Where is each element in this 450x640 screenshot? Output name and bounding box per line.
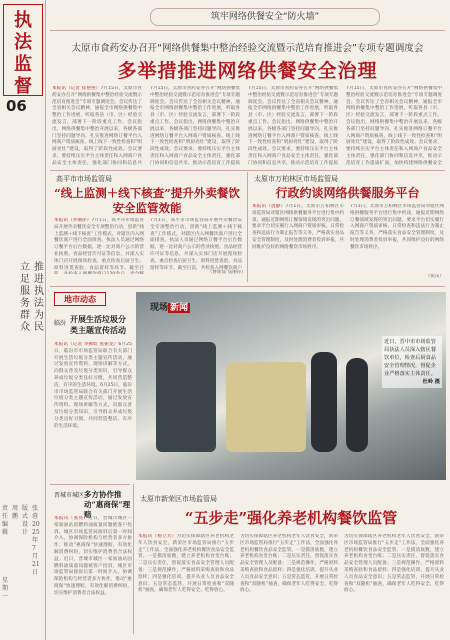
gaoping-headline: “线上监测＋线下核查”提升外卖餐饮安全监管效能 xyxy=(54,186,240,215)
lead-text-4: 7月15日，太原市食药安办召开“网络供餐集中整治经验交流暨示范培育推进会”专项专题调度会。会议传达了全省相关会议精神，通报全市网络供餐集中整治工作进展，听取各县（市、区）经验交流发言，部署下一阶段重点工作。会议指出，网络供餐集中整治开展以来，各级各部门坚持问题导向，扎实推进网络订餐平台入网商户资质核查、线上线下一致性检查和“明厨亮灶”建设，取得了阶段性成效。会议要求，要持续压实平台主体责任和入网商户食品安全主体责任，强化部门协同和信息共享，推动示范培育工作提质扩面，加快构建网络供餐安全 xyxy=(346,86,442,166)
photo-officer xyxy=(346,358,368,452)
xinrong-headline: “五步走”强化养老机构餐饮监管 xyxy=(184,509,398,527)
brief-label: 地市动态 xyxy=(54,292,106,306)
lead-text-3: 7月15日，太原市食药安办召开“网络供餐集中整治经验交流暨示范培育推进会”专项专题调度会。会议传达了全省相关会议精神，通报全市网络供餐集中整治工作进展，听取各县（市、区）经验交流发言，部署下一阶段重点工作。会议指出，网络供餐集中整治开展以来，各级各部门坚持问题导向，扎实推进网络订餐平台入网商户资质核查、线上线下一致性检查和“明厨亮灶”建设，取得了阶段性成效。会议要求，要持续压实平台主体责任和入网商户食品安全主体责任，强化部门协同和信息共享，推动示范培育工作提质 xyxy=(248,86,338,166)
gaoping-body-col-2 xyxy=(150,218,242,270)
page-footer xyxy=(2,505,42,601)
brief2-text-repeat: 近日，晋城市城区一家加油站因燃料油质量问题被客户投诉，城区市场监管局接诉后第一时间介入，协调保险机构与经营者多方协作，推动“惠商保”快速理赔，有效化解消费纠纷，切实维护消费者合法权益。 xyxy=(54,556,132,596)
brief-byline: 本报讯（记者 李佛虹 张振龙） xyxy=(54,342,119,347)
footer-designer: 张蓉 xyxy=(32,505,39,520)
gaoping-text: 7月1日，高平市市场监管局开展外卖餐饮安全专项整治行动，创新“线上监测＋线下核查”工作模式，对辖区内入网餐饮商户进行全面排查。执法人员通过网络订餐平台后台数据，逐一比对商户公示的营业执照、食品经营许可证等信息，并深入实体门店开展现场检查，重点检查后厨卫生、原料进货查验、食品留样等环节。截至目 xyxy=(54,218,144,271)
wanbailin-byline: 本报讯（唐静） xyxy=(252,204,286,209)
page-number: 06 xyxy=(6,97,27,115)
section-sidebar xyxy=(0,0,46,640)
column-divider xyxy=(247,172,248,282)
photo-caption-text: 近日，晋中市市场监管局执法人员深入辖区餐饮单位，检查后厨食品安全管理情况，督促企业严格落实主体责任。 xyxy=(384,339,436,377)
lead-text: 7月15日，太原市食药安办召开“网络供餐集中整治经验交流暨示范培育推进会”专项专题调度会。会议传达了全省相关会议精神，通报全市网络供餐集中整治工作进展，听取各县（市、区）经验交流发言，部署下一阶段重点工作。会议指出，网络供餐集中整治开展以来，各级各部门坚持问题导向，扎实推进网络订餐平台入网商户资质核查、线上线下一致性检查和“明厨亮灶”建设，取得了阶段性成效。会议要求，要持续压实平台主体责任和入网商户食品安全主体责任，强化部门协同和信息共 xyxy=(52,86,142,166)
gaoping-text-2: 7月1日，高平市市场监管局开展外卖餐饮安全专项整治行动，创新“线上监测＋线下核查”工作模式，对辖区内入网餐饮商户进行全面排查。执法人员通过网络订餐平台后台数据，逐一比对商户公示的营业执照、食品经营许可证等信息，并深入实体门店开展现场检查，重点检查后厨卫生、原料进货查验、食品留样等环节。截至目前，共检查入网餐饮商户 xyxy=(150,218,242,270)
photo-equipment xyxy=(226,362,306,452)
brief2-text: 近日，晋城市城区一家加油站因燃料油质量问题被客户投诉，城区市场监管局接诉后第一时间介入，协调保险机构与经营者多方协作，推动“惠商保”快速理赔，有效化解消费纠纷，切实维护消费者合法权益。 xyxy=(54,516,132,562)
lead-body-col-3 xyxy=(248,86,338,166)
lead-body-col-4 xyxy=(346,86,442,166)
section-name: 执法监督 xyxy=(14,10,32,97)
brief2-body xyxy=(54,516,132,636)
slogan-line-2: 推进执法为民 xyxy=(34,262,44,333)
wanbailin-kicker: 太原市万柏林区市场监管局 xyxy=(254,175,338,183)
xinrong-body-col-1 xyxy=(138,534,234,636)
photo-fuel-dispenser xyxy=(156,342,216,452)
lead-text-2: 7月15日，太原市食药安办召开“网络供餐集中整治经验交流暨示范培育推进会”专项专题调度会。会议传达了全省相关会议精神，通报全市网络供餐集中整治工作进展，听取各县（市、区）经验交流发言，部署下一阶段重点工作。会议指出，网络供餐集中整治开展以来，各级各部门坚持问题导向，扎实推进网络订餐平台入网商户资质核查、线上线下一致性检查和“明厨亮灶”建设，取得了阶段性成效。会议要求，要持续压实平台主体责任和入网商户食品安全主体责任，强化部门协同和信息共享，推动示范培育工作提质 xyxy=(150,86,240,166)
photo-officer xyxy=(311,352,337,452)
lead-byline: 本报讯（记者 崔艳艳） xyxy=(52,86,101,91)
footer-design-label: 版式设计 xyxy=(22,505,29,536)
xinrong-text-3: 为切实保障辖区养老机构老年人饮食安全，新荣区市场监管局推行“五步走”工作法，全面强化养老机构餐饮食品安全监管。一是摸清底数，建立养老机构食堂台账；二是压实责任，督促落实食品安全管理人员配备；三是规范操作，严格原料采购查验和食品留样；四是强化培训，提升从业人员食品安全意识；五是常态监管，开展日常检查和“双随机”抽查，确保老年人吃得安全、吃得放心。 xyxy=(344,534,444,594)
column-banner: 筑牢网络供餐安全“防火墙” xyxy=(150,8,380,26)
brief-text: 6月25日，临汾市市场监管局联合有关部门开展生活垃圾分类主题宣传活动，通过发放宣传资料、现场讲解等方式，向群众普及垃圾分类知识，引导群众养成垃圾分类良好习惯，共同营造整洁、有序的生活环境。 xyxy=(54,342,132,388)
footer-weekday: 星期一 xyxy=(2,577,9,600)
xinrong-byline: 本报讯（杨立芳） xyxy=(138,534,177,539)
photo-brand xyxy=(150,300,190,313)
footer-editor: 周鹏 xyxy=(12,505,19,520)
brief-headline: 开展生活垃圾分类主题宣传活动 xyxy=(70,314,126,335)
divider xyxy=(50,286,445,287)
divider xyxy=(50,170,445,171)
xinrong-kicker: 太原市新荣区市场监管局 xyxy=(140,495,217,503)
photo-brand-a: 现场 xyxy=(150,303,169,313)
xinrong-body-col-3 xyxy=(344,534,444,636)
lead-kicker: 太原市食药安办召开“网络供餐集中整治经验交流暨示范培育推进会”专项专题调度会 xyxy=(71,43,424,54)
xinrong-text-2: 为切实保障辖区养老机构老年人饮食安全，新荣区市场监管局推行“五步走”工作法，全面强化养老机构餐饮食品安全监管。一是摸清底数，建立养老机构食堂台账；二是压实责任，督促落实食品安全管理人员配备；三是规范操作，严格原料采购查验和食品留样；四是强化培训，提升从业人员食品安全意识；五是常态监管，开展日常检查和“双随机”抽查，确保老年人吃得安全、吃得放心。 xyxy=(240,534,338,594)
lead-body-col-2 xyxy=(150,86,240,166)
brief-city: 临汾 xyxy=(54,320,67,327)
brief2-byline: 本报讯（张亮） xyxy=(54,516,89,521)
brief2-city: 晋城市城区 xyxy=(54,492,85,499)
gaoping-author: （曹斯茹 焦丽萍） xyxy=(207,270,246,275)
divider xyxy=(50,484,130,485)
wanbailin-text: 7月1日，太原市万柏林区市场监管局对辖区网络供餐服务平台进行集中约谈，通报近期网络订餐领域发现的突出问题，要求平台切实履行入网商户资质审核、日常检查和违法行为制止报告等义务，严格落实食品安全管理制度，及时处理消费者投诉举报，共同维护良好的网络餐饮市场秩序。 xyxy=(252,204,344,250)
gaoping-kicker: 高平市市场监管局 xyxy=(56,175,112,183)
gaoping-body-col-1 xyxy=(54,218,144,274)
photo-author: 杜岭 摄 xyxy=(422,379,440,385)
lead-body-col-1 xyxy=(52,86,142,166)
footer-date: 2025年7月21日 xyxy=(32,521,40,576)
xinrong-body-col-2 xyxy=(240,534,338,636)
xinrong-text: 为切实保障辖区养老机构老年人饮食安全，新荣区市场监管局推行“五步走”工作法，全面强化养老机构餐饮食品安全监管。一是摸清底数，建立养老机构食堂台账；二是压实责任，督促落实食品安全管理人员配备；三是规范操作，严格原料采购查验和食品留样；四是强化培训，提升从业人员食品安全意识；五是常态监管，开展日常检查和“双随机”抽查，确保老年人吃得安全、吃得放心。 xyxy=(138,534,234,594)
brief2-headline: 多方协作推动“惠商保”理赔 xyxy=(84,490,131,519)
wanbailin-author: （张乐） xyxy=(425,274,444,279)
gaoping-byline: 本报讯（李丽萍） xyxy=(54,218,92,223)
wanbailin-body-col-1 xyxy=(252,204,344,280)
brief-body xyxy=(54,342,132,480)
news-photo xyxy=(136,292,446,480)
brief-text-repeat: 6月25日，临汾市市场监管局联合有关部门开展生活垃圾分类主题宣传活动，通过发放宣传资料、现场讲解等方式，向群众普及垃圾分类知识，引导群众养成垃圾分类良好习惯，共同营造整洁、有序的生活环境。 xyxy=(54,382,132,429)
lead-headline: 多举措推进网络供餐安全治理 xyxy=(117,60,378,82)
wanbailin-headline: 行政约谈网络供餐服务平台 xyxy=(275,186,420,200)
slogan-line-1: 立足服务群众 xyxy=(20,262,30,333)
wanbailin-body-col-2 xyxy=(350,204,444,274)
footer-editor-label: 责任编辑 xyxy=(2,505,9,536)
top-divider xyxy=(50,30,445,31)
column-divider xyxy=(133,484,134,634)
wanbailin-text-2: 7月1日，太原市万柏林区市场监管局对辖区网络供餐服务平台进行集中约谈，通报近期网络订餐领域发现的突出问题，要求平台切实履行入网商户资质审核、日常检查和违法行为制止报告等义务，严格落实食品安全管理制度，及时处理消费者投诉举报，共同维护良好的网络餐饮市场秩序。 xyxy=(350,204,444,250)
photo-caption xyxy=(382,336,442,388)
photo-brand-b: 新闻 xyxy=(170,303,189,313)
